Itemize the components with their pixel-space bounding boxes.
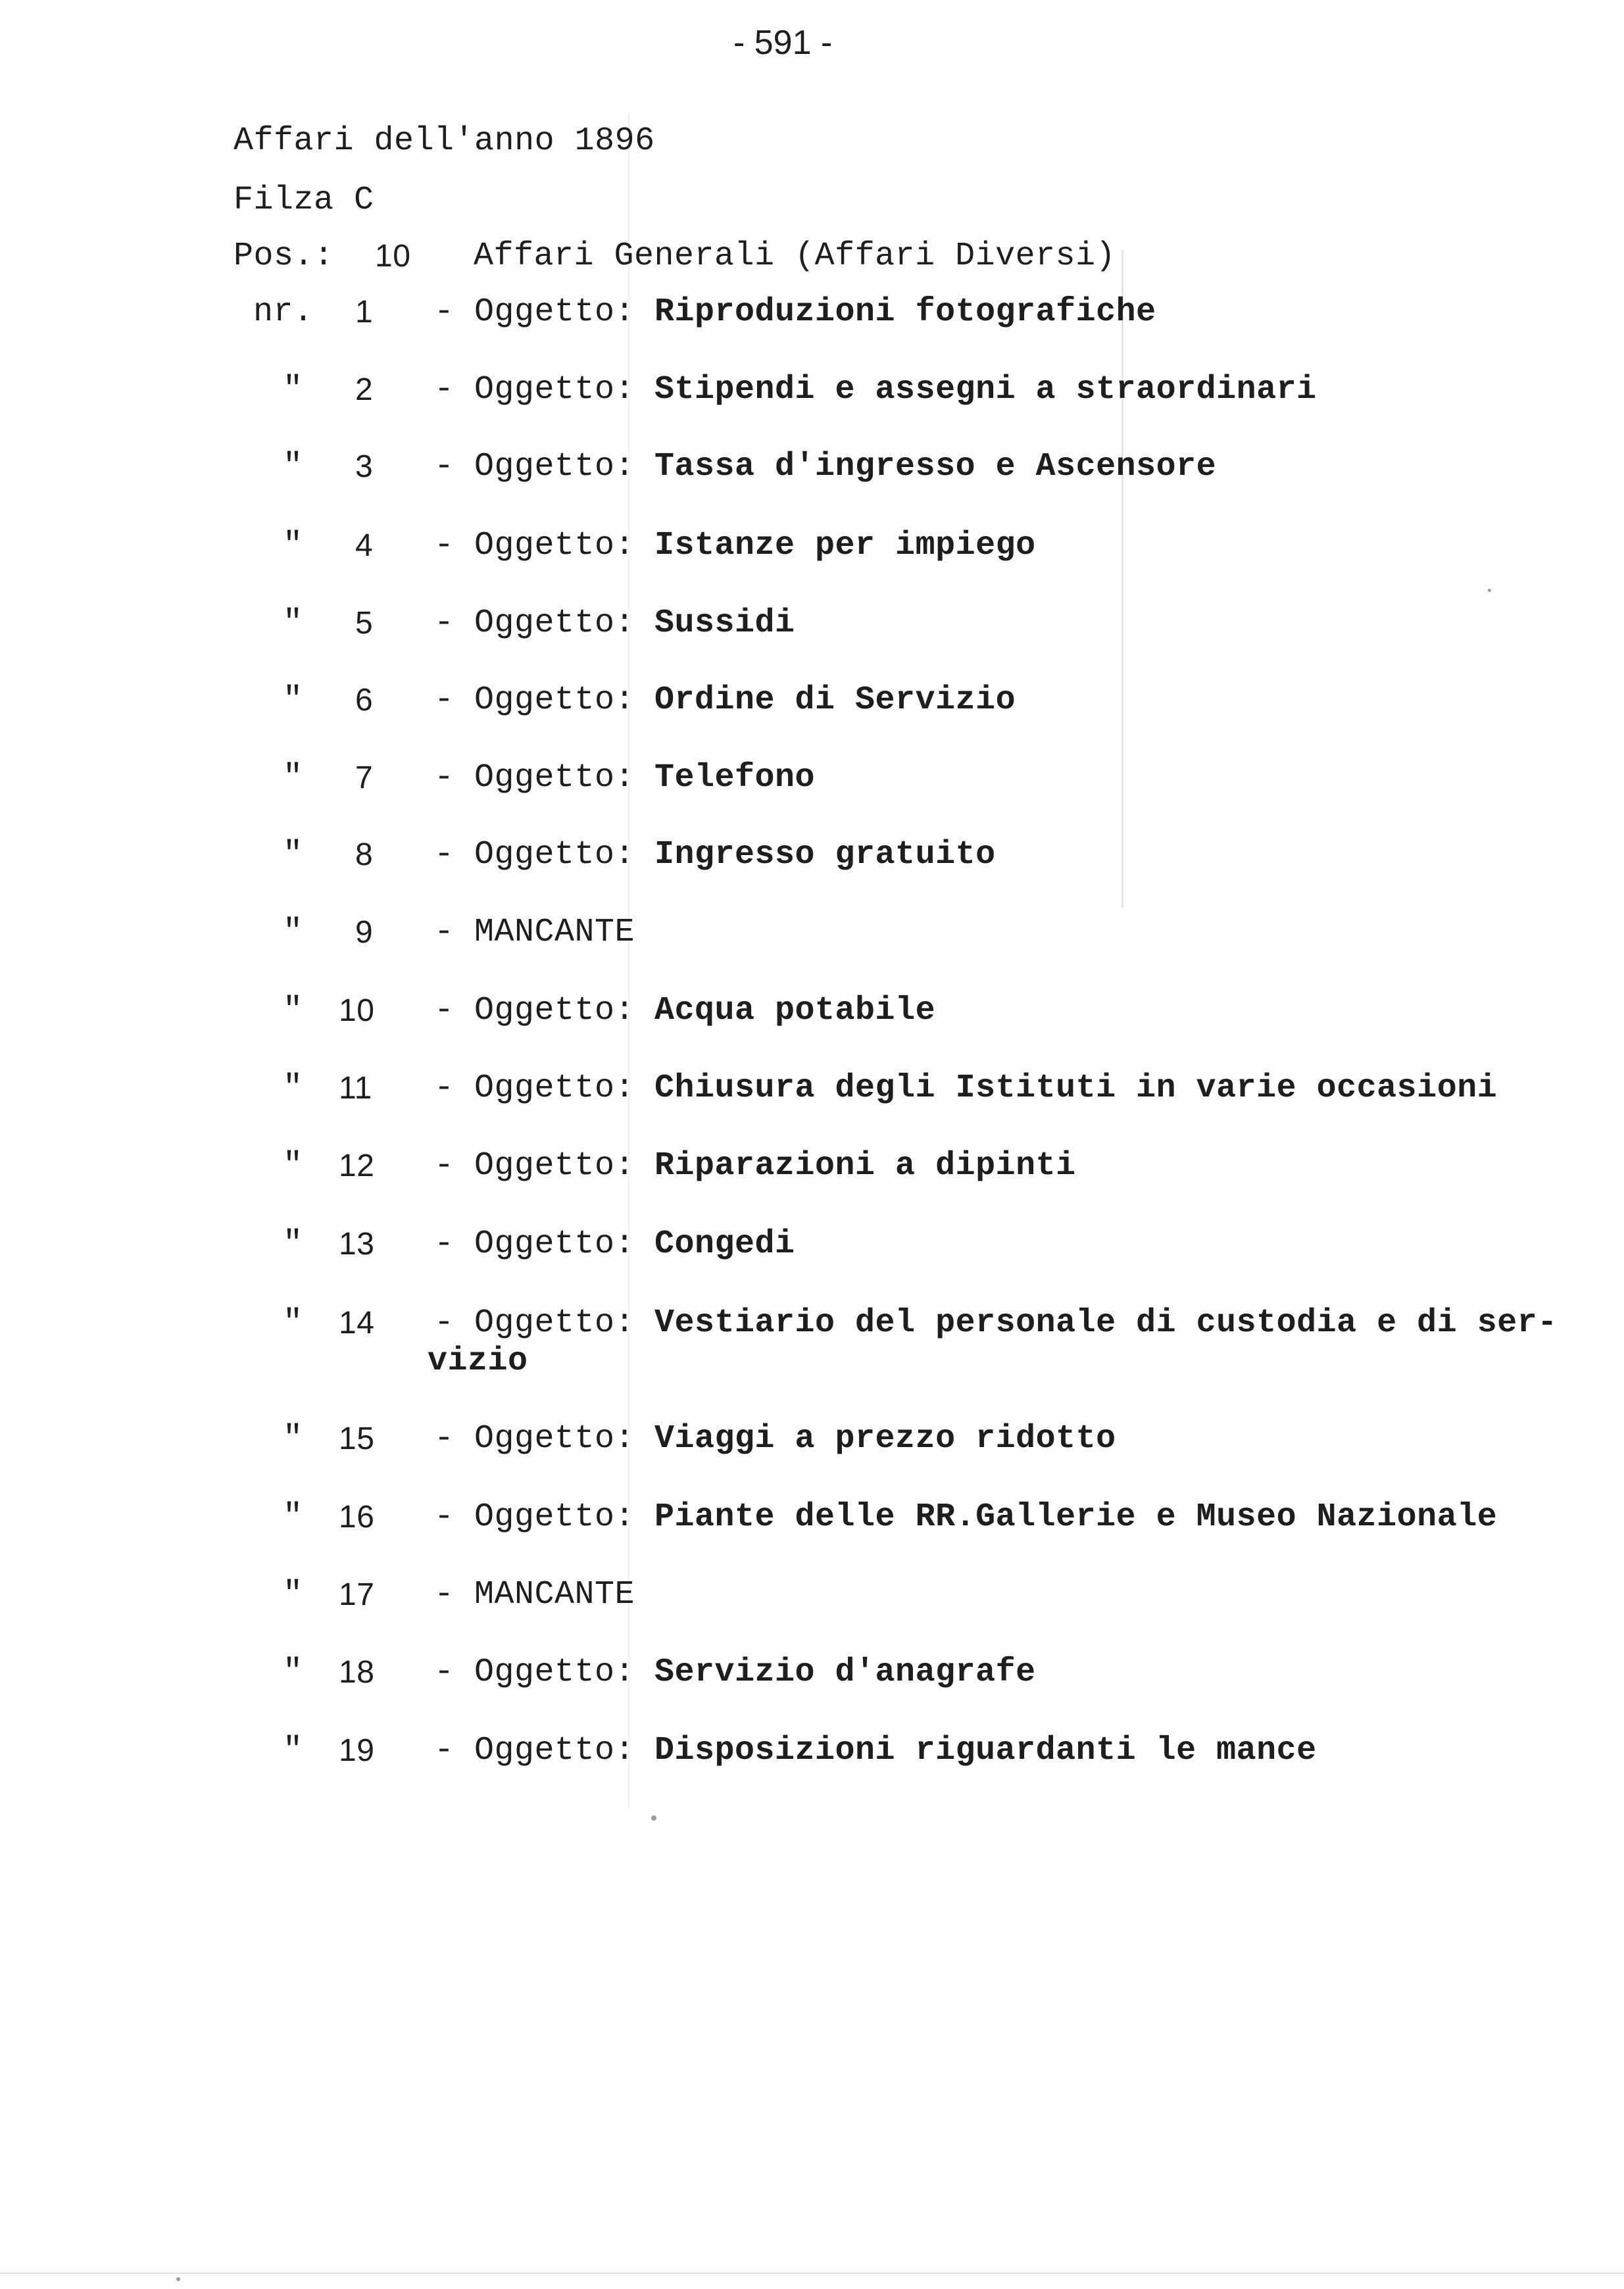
entry-number: 4 (355, 528, 374, 563)
entry-dash: - Oggetto: (434, 1147, 635, 1185)
entry-number: 3 (355, 449, 374, 484)
entry-subject: Stipendi e assegni a straordinari (654, 371, 1317, 408)
pos-title: Affari Generali (Affari Diversi) (474, 237, 1116, 275)
scan-speck (1488, 589, 1491, 592)
entry-subject: Disposizioni riguardanti le mance (654, 1732, 1317, 1769)
entry-number: 6 (355, 683, 374, 718)
entry-dash: - Oggetto: (434, 371, 635, 408)
pos-number: 10 (375, 239, 411, 274)
entry-subject: Chiusura degli Istituti in varie occasioni (654, 1070, 1498, 1107)
entry-prefix: nr. (253, 293, 314, 331)
scan-artifact-line (628, 112, 629, 1809)
entry-dash: - Oggetto: (434, 1498, 635, 1536)
year-line: Affari dell'anno 1896 (234, 122, 655, 160)
entry-subject: Telefono (654, 759, 816, 797)
entry-number: 13 (339, 1227, 375, 1262)
page-number: - 591 - (733, 24, 833, 62)
entry-number: 9 (355, 915, 374, 950)
entry-dash: - MANCANTE (434, 914, 635, 951)
entry-prefix: " (283, 604, 303, 642)
entry-prefix: " (283, 371, 303, 408)
entry-prefix: " (283, 1654, 303, 1691)
entry-dash: - Oggetto: (434, 759, 635, 797)
entry-dash: - Oggetto: (434, 992, 635, 1029)
entry-subject: Riproduzioni fotografiche (654, 293, 1156, 331)
pos-label: Pos.: (234, 237, 334, 275)
entry-subject: Acqua potabile (654, 992, 936, 1029)
entry-number: 15 (339, 1421, 375, 1456)
entry-subject: Riparazioni a dipinti (654, 1147, 1076, 1185)
entry-dash: - Oggetto: (434, 1070, 635, 1107)
entry-subject: Piante delle RR.Gallerie e Museo Nazionale (654, 1498, 1498, 1536)
entry-prefix: " (283, 1498, 303, 1536)
entry-prefix: " (283, 759, 303, 797)
filza-line: Filza C (234, 182, 374, 219)
entry-number: 5 (355, 606, 374, 641)
entry-number: 2 (355, 372, 374, 407)
entry-prefix: " (283, 527, 303, 564)
entry-dash: - Oggetto: (434, 1654, 635, 1691)
entry-dash: - MANCANTE (434, 1576, 635, 1613)
entry-subject: Vestiario del personale di custodia e di ser- (654, 1304, 1558, 1342)
entry-prefix: " (283, 1576, 303, 1613)
entry-dash: - Oggetto: (434, 1225, 635, 1263)
entry-prefix: " (283, 992, 303, 1029)
entry-dash: - Oggetto: (434, 836, 635, 874)
entry-dash: - Oggetto: (434, 604, 635, 642)
entry-number: 7 (355, 760, 374, 795)
entry-number: 18 (339, 1655, 375, 1690)
entry-prefix: " (283, 1225, 303, 1263)
entry-subject: Ingresso gratuito (654, 836, 996, 874)
entry-dash: - Oggetto: (434, 1732, 635, 1769)
entry-prefix: " (283, 836, 303, 874)
entry-number: 1 (355, 295, 374, 330)
entry-dash: - Oggetto: (434, 681, 635, 719)
entry-prefix: " (283, 681, 303, 719)
entry-number: 17 (339, 1577, 375, 1612)
entry-number: 11 (339, 1071, 372, 1106)
scan-artifact-line (1121, 250, 1123, 908)
entry-subject: Congedi (654, 1225, 795, 1263)
entry-subject: Viaggi a prezzo ridotto (654, 1420, 1116, 1458)
entry-dash: - Oggetto: (434, 293, 635, 331)
entry-prefix: " (283, 1304, 303, 1342)
entry-number: 12 (339, 1148, 375, 1183)
entry-subject-continuation: vizio (428, 1342, 528, 1380)
entry-dash: - Oggetto: (434, 448, 635, 485)
entry-dash: - Oggetto: (434, 527, 635, 564)
entry-prefix: " (283, 1070, 303, 1107)
entry-subject: Tassa d'ingresso e Ascensore (654, 448, 1217, 485)
entry-number: 8 (355, 837, 374, 872)
entry-number: 19 (339, 1733, 375, 1768)
entry-subject: Istanze per impiego (654, 527, 1036, 564)
entry-subject: Ordine di Servizio (654, 681, 1016, 719)
entry-prefix: " (283, 1147, 303, 1185)
entry-number: 16 (339, 1500, 375, 1535)
entry-subject: Sussidi (654, 604, 795, 642)
entry-subject: Servizio d'anagrafe (654, 1654, 1036, 1691)
scan-speck (176, 2277, 180, 2281)
entry-number: 10 (339, 993, 375, 1028)
entry-prefix: " (283, 448, 303, 485)
scan-artifact-line (0, 2273, 1624, 2274)
entry-prefix: " (283, 1732, 303, 1769)
entry-number: 14 (339, 1306, 375, 1341)
entry-prefix: " (283, 914, 303, 951)
entry-dash: - Oggetto: (434, 1420, 635, 1458)
scan-speck (651, 1815, 656, 1821)
entry-prefix: " (283, 1420, 303, 1458)
entry-dash: - Oggetto: (434, 1304, 635, 1342)
